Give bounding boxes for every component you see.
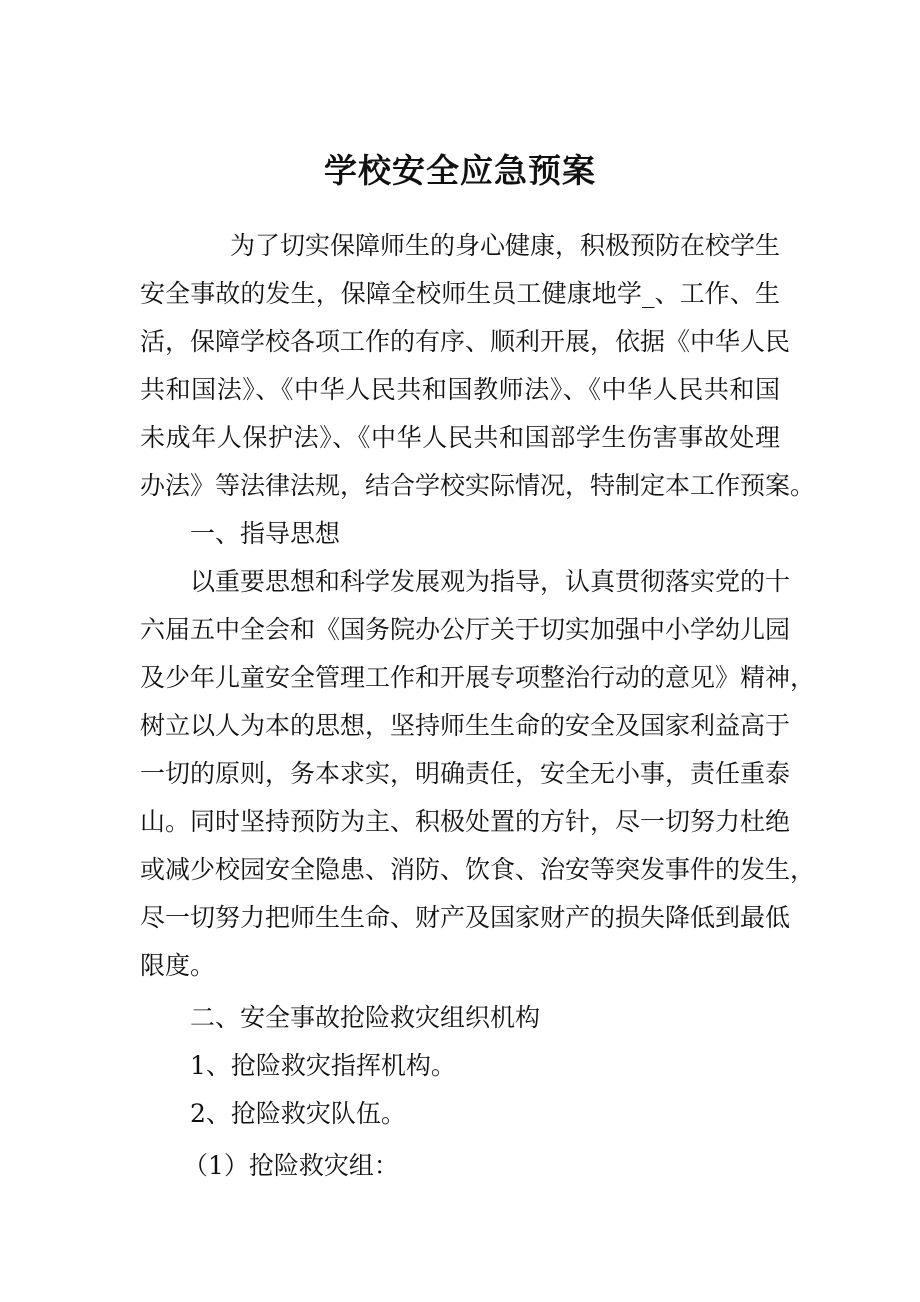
section1-line: 尽一切努力把师生生命、财产及国家财产的损失降低到最低 <box>140 903 791 932</box>
intro-line: 为了切实保障师生的身心健康，积极预防在校学生 <box>230 231 781 260</box>
document-title: 学校安全应急预案 <box>324 151 596 190</box>
intro-line: 安全事故的发生，保障全校师生员工健康地学_、工作、生 <box>140 279 780 308</box>
intro-line: 未成年人保护法》、《中华人民共和国部学生伤害事故处理 <box>140 423 780 452</box>
section1-paragraph <box>140 558 816 990</box>
section1-line: 以重要思想和科学发展观为指导，认真贯彻落实党的十 <box>190 567 791 596</box>
intro-line: 办法》等法律法规，结合学校实际情况，特制定本工作预案。 <box>140 471 816 500</box>
list-item-rescue-group: （1）抢险救灾组： <box>183 1151 399 1180</box>
list-item-rescue-team: 2、抢险救灾队伍。 <box>190 1099 406 1128</box>
section1-line: 一切的原则，务本求实，明确责任，安全无小事，责任重泰 <box>140 759 791 788</box>
list-item-command-structure: 1、抢险救灾指挥机构。 <box>190 1051 456 1080</box>
intro-line: 共和国法》、《中华人民共和国教师法》、《中华人民共和国 <box>140 375 780 404</box>
intro-paragraph <box>140 222 816 510</box>
section1-line: 及少年儿童安全管理工作和开展专项整治行动的意见》精神， <box>140 663 816 692</box>
section1-line: 或减少校园安全隐患、消防、饮食、治安等突发事件的发生， <box>140 855 816 884</box>
section1-line: 山。同时坚持预防为主、积极处置的方针，尽一切努力杜绝 <box>140 807 791 836</box>
section-heading-guiding-ideology: 一、指导思想 <box>190 519 341 548</box>
section1-line: 树立以人为本的思想，坚持师生生命的安全及国家利益高于 <box>140 711 791 740</box>
section-heading-organization: 二、安全事故抢险救灾组织机构 <box>190 1003 541 1032</box>
section1-line: 限度。 <box>140 951 216 980</box>
section1-line: 六届五中全会和《国务院办公厅关于切实加强中小学幼儿园 <box>140 615 791 644</box>
intro-line: 活，保障学校各项工作的有序、顺利开展，依据《中华人民 <box>140 327 791 356</box>
